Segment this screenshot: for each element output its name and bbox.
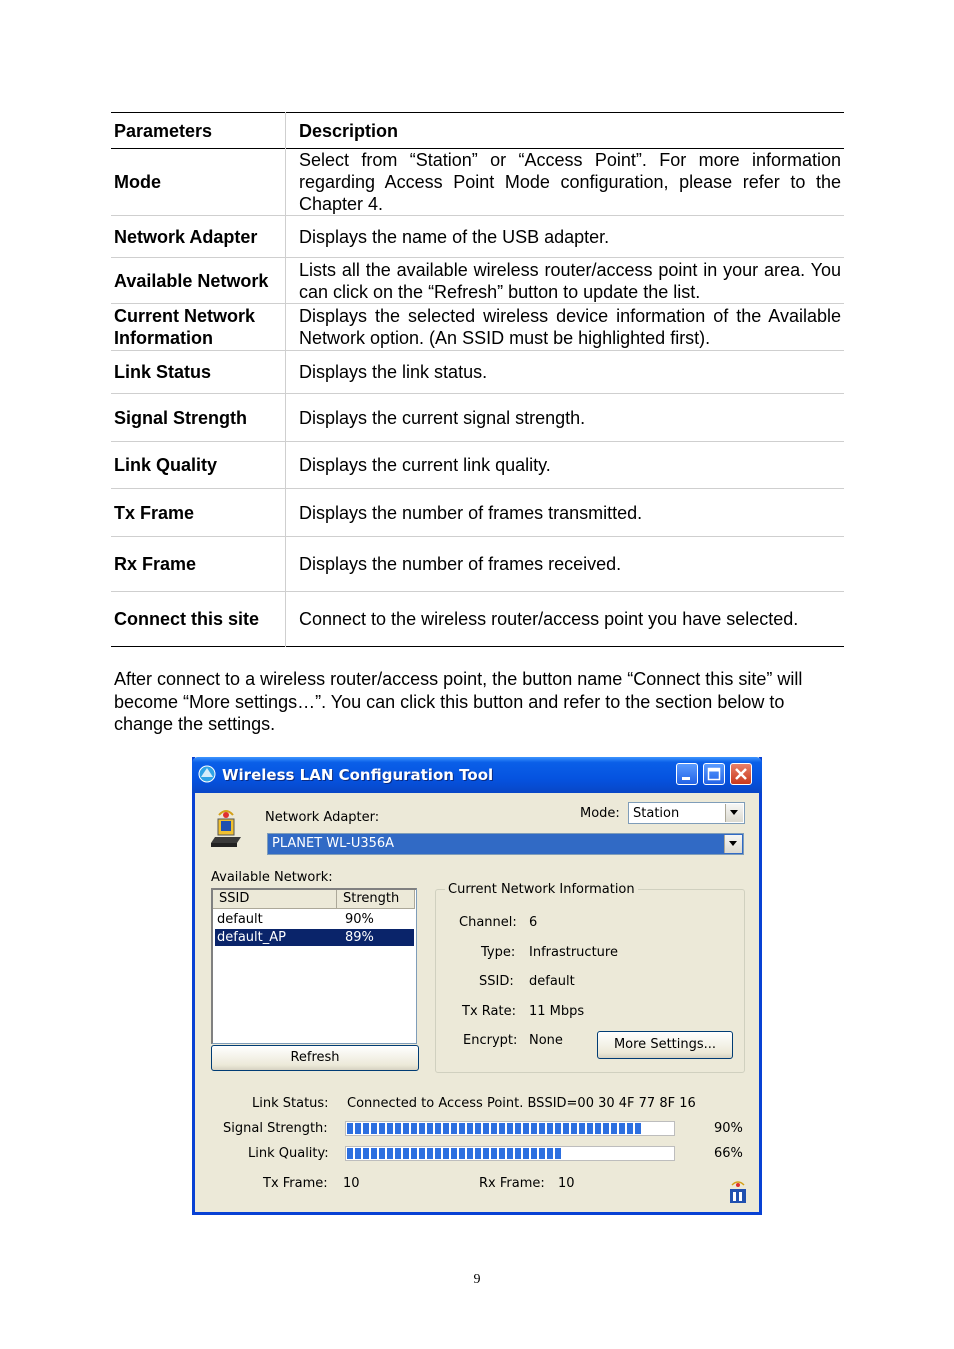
encrypt-label: Encrypt: xyxy=(463,1033,518,1048)
param-name: Link Status xyxy=(111,351,286,394)
close-icon xyxy=(731,764,751,784)
param-desc: Select from “Station” or “Access Point”. For more information regarding Access Point Mode configuration, please refer to the Chapter 4. xyxy=(299,150,841,214)
signal-strength-value: 90% xyxy=(714,1121,743,1136)
link-status-value: Connected to Access Point. BSSID=00 30 4F 77 8F 16 xyxy=(347,1096,696,1111)
param-name: Tx Frame xyxy=(111,489,286,537)
param-name: Available Network xyxy=(111,258,286,304)
network-strength: 90% xyxy=(345,912,374,927)
param-desc: Displays the link status. xyxy=(299,362,488,382)
param-desc: Displays the selected wireless device information of the Available Network option. (An SSID must be highlighted first). xyxy=(299,306,841,348)
link-quality-fill xyxy=(347,1148,563,1159)
ssid-value: default xyxy=(529,974,575,989)
network-adapter-label: Network Adapter: xyxy=(265,810,380,825)
header-parameters: Parameters xyxy=(111,113,286,149)
type-label: Type: xyxy=(481,945,516,960)
list-item-selected[interactable] xyxy=(215,929,414,946)
param-desc: Displays the current signal strength. xyxy=(299,407,586,428)
adapter-select[interactable] xyxy=(267,833,744,855)
close-button[interactable] xyxy=(730,763,752,785)
wlan-tray-icon xyxy=(727,1179,749,1205)
refresh-button[interactable]: Refresh xyxy=(211,1045,419,1071)
param-name: Network Adapter xyxy=(111,216,286,258)
network-strength: 89% xyxy=(345,930,374,945)
network-adapter-icon xyxy=(209,807,243,849)
column-strength[interactable]: Strength xyxy=(337,890,415,909)
channel-label: Channel: xyxy=(459,915,517,930)
ssid-label: SSID: xyxy=(479,974,514,989)
body-paragraph: After connect to a wireless router/access point, the button name “Connect this site” will become “More settings…”. You can click this button and refer to the section below to change the settings. xyxy=(114,669,803,734)
rx-frame-label: Rx Frame: xyxy=(479,1176,545,1191)
mode-select[interactable] xyxy=(628,802,745,824)
param-desc: Lists all the available wireless router/access point in your area. You can click on the “Refresh” button to update the list. xyxy=(299,259,841,302)
table-row xyxy=(111,258,844,304)
maximize-icon xyxy=(704,764,724,784)
title-bar[interactable] xyxy=(192,757,762,793)
param-name: Rx Frame xyxy=(111,537,286,592)
parameter-table xyxy=(111,112,844,647)
table-row xyxy=(111,592,844,647)
encrypt-value: None xyxy=(529,1033,563,1048)
maximize-button[interactable] xyxy=(703,763,725,785)
param-desc: Displays the number of frames transmitted. xyxy=(299,502,643,523)
page-number: 9 xyxy=(473,1272,481,1287)
list-header xyxy=(213,890,416,910)
table-header-row xyxy=(111,113,844,149)
param-name: Link Quality xyxy=(111,442,286,489)
link-status-label: Link Status: xyxy=(252,1096,329,1111)
mode-value: Station xyxy=(633,806,680,821)
param-name: Current Network Information xyxy=(111,304,286,351)
param-name: Mode xyxy=(111,149,286,216)
table-row xyxy=(111,489,844,537)
table-row xyxy=(111,442,844,489)
chevron-down-icon[interactable] xyxy=(724,835,742,853)
tx-frame-label: Tx Frame: xyxy=(263,1176,328,1191)
param-desc: Displays the name of the USB adapter. xyxy=(299,226,610,247)
signal-strength-bar xyxy=(345,1121,675,1136)
header-description: Description xyxy=(299,120,399,141)
link-quality-label: Link Quality: xyxy=(248,1146,329,1161)
table-row xyxy=(111,216,844,258)
param-name: Signal Strength xyxy=(111,394,286,442)
tx-frame-value: 10 xyxy=(343,1176,360,1191)
param-desc: Displays the current link quality. xyxy=(299,455,551,475)
table-row xyxy=(111,149,844,216)
adapter-value: PLANET WL-U356A xyxy=(272,836,395,851)
table-row xyxy=(111,304,844,351)
txrate-label: Tx Rate: xyxy=(462,1004,516,1019)
channel-value: 6 xyxy=(529,915,538,930)
table-row xyxy=(111,351,844,394)
param-name: Connect this site xyxy=(111,592,286,647)
window-title: Wireless LAN Configuration Tool xyxy=(222,766,494,784)
signal-strength-label: Signal Strength: xyxy=(223,1121,328,1136)
mode-label: Mode: xyxy=(580,806,620,821)
txrate-value: 11 Mbps xyxy=(529,1004,585,1019)
minimize-icon xyxy=(677,764,697,784)
wlan-logo-icon xyxy=(198,765,216,783)
rx-frame-value: 10 xyxy=(558,1176,575,1191)
available-network-label: Available Network: xyxy=(211,870,333,885)
column-ssid[interactable]: SSID xyxy=(213,890,337,909)
network-ssid: default xyxy=(217,912,263,927)
type-value: Infrastructure xyxy=(529,945,618,960)
param-desc: Connect to the wireless router/access point you have selected. xyxy=(299,609,799,629)
more-settings-button[interactable]: More Settings... xyxy=(597,1031,733,1059)
current-network-info-title: Current Network Information xyxy=(445,882,638,897)
list-item[interactable] xyxy=(215,911,414,928)
available-network-list[interactable] xyxy=(211,888,417,1044)
link-quality-value: 66% xyxy=(714,1146,743,1161)
chevron-down-icon[interactable] xyxy=(725,804,743,822)
table-row xyxy=(111,537,844,592)
link-quality-bar xyxy=(345,1146,675,1161)
minimize-button[interactable] xyxy=(676,763,698,785)
network-ssid: default_AP xyxy=(217,930,286,945)
param-desc: Displays the number of frames received. xyxy=(299,554,622,574)
wlan-config-dialog xyxy=(192,757,762,1215)
table-row xyxy=(111,394,844,442)
signal-strength-fill xyxy=(347,1123,642,1134)
